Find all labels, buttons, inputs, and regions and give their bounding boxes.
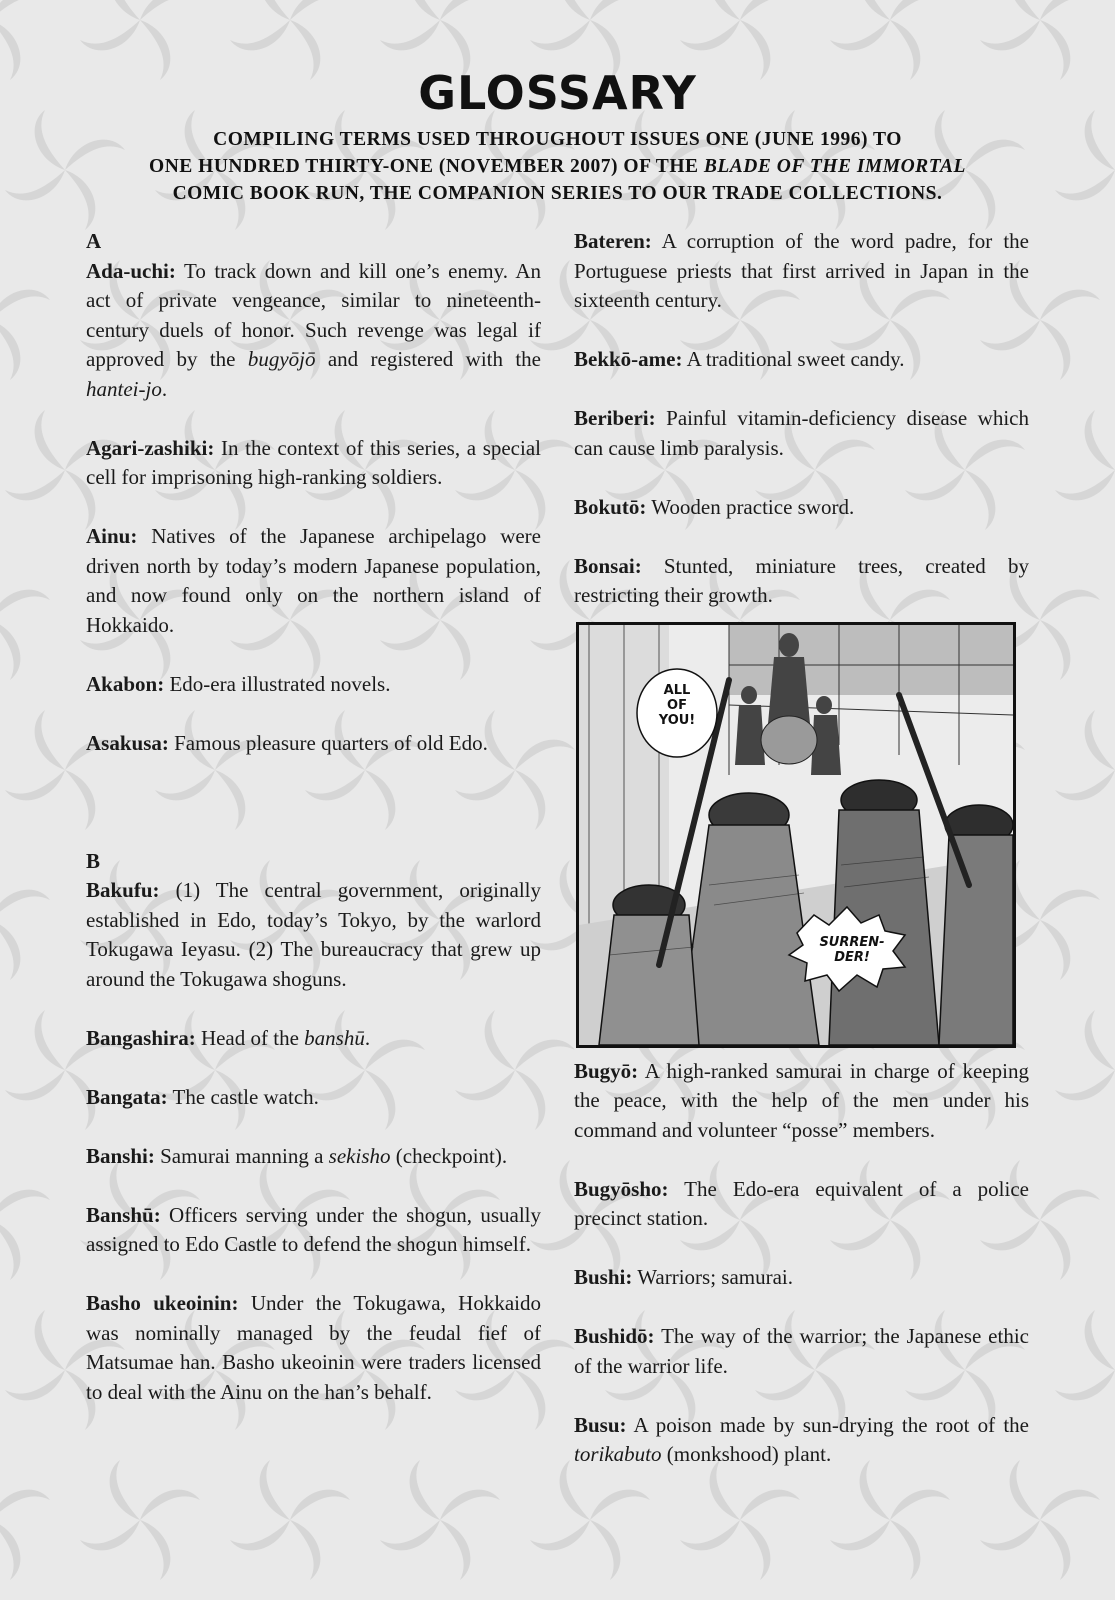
entry-definition: Edo-era illustrated novels. [164, 671, 391, 696]
section-letter-a: A [86, 229, 102, 253]
entry-basho-ukeoinin [86, 1289, 541, 1407]
entry-bonsai [574, 552, 1029, 611]
entry-term: Akabon: [86, 671, 165, 696]
entry-bokuto [574, 493, 1029, 523]
entry-bangata [86, 1083, 541, 1113]
entry-definition: and registered with the [315, 347, 541, 371]
bubble-line: YOU! [658, 713, 696, 728]
manga-panel-illustration [576, 622, 1016, 1048]
entry-bakufu [86, 876, 541, 994]
entry-bateren [574, 227, 1029, 316]
subtitle-line-2 [60, 153, 1055, 180]
entry-bangashira [86, 1024, 541, 1054]
entry-term: Beriberi: [574, 406, 656, 430]
entry-definition: Natives of the Japanese archipelago were driven north by today’s modern Japanese population, and now found only on the northern island of Hokkaido. [86, 524, 541, 637]
page-title: GLOSSARY [418, 66, 697, 120]
entry-term: Bekkō-ame: [574, 347, 683, 371]
page-subtitle [60, 126, 1055, 207]
entry-definition-italic: banshū [304, 1025, 365, 1050]
bubble-line: SURREN- [819, 935, 885, 950]
entry-bushido [574, 1322, 1029, 1381]
bubble-line: ALL [663, 683, 691, 698]
entry-term: Bonsai: [574, 553, 642, 578]
entry-definition: A traditional sweet candy. [682, 347, 905, 371]
entry-term: Bushidō: [574, 1324, 655, 1348]
series-title: BLADE OF THE IMMORTAL [703, 156, 966, 177]
entry-definition: Wooden practice sword. [646, 494, 855, 519]
entry-bushi [574, 1263, 1029, 1293]
entry-term: Bangata: [86, 1084, 168, 1109]
entry-term: Bakufu: [86, 878, 160, 902]
entry-definition: A high-ranked samurai in charge of keeping the peace, with the help of the men under his command and volunteer “posse” members. [574, 1058, 1029, 1142]
entry-term: Bugyōsho: [574, 1176, 669, 1201]
entry-definition-italic: torikabuto [574, 1442, 662, 1466]
entry-akabon [86, 670, 541, 700]
entry-term: Banshi: [86, 1143, 155, 1168]
subtitle-line-1: COMPILING TERMS USED THROUGHOUT ISSUES ONE (JUNE 1996) TO [213, 129, 902, 150]
subtitle-line-3: COMIC BOOK RUN, THE COMPANION SERIES TO OUR TRADE COLLECTIONS. [172, 183, 943, 204]
entry-banshu [86, 1201, 541, 1260]
entry-definition: A poison made by sun-drying the root of the [626, 1412, 1029, 1437]
entry-term: Ada-uchi: [86, 258, 176, 283]
entry-bugyo [574, 1057, 1029, 1146]
bubble-line: DER! [834, 950, 870, 965]
entry-beriberi [574, 404, 1029, 463]
entry-term: Bugyō: [574, 1058, 639, 1083]
entry-term: Basho ukeoinin: [86, 1291, 239, 1315]
entry-definition: Stunted, miniature trees, created by restricting their growth. [574, 553, 1029, 607]
entry-term: Bokutō: [574, 494, 647, 519]
entry-term: Busu: [574, 1412, 627, 1437]
entry-term: Banshū: [86, 1202, 161, 1227]
entry-definition: To track down and kill one’s enemy. An act of private vengeance, similar to nineteenth-century duels of honor. Such revenge was legal if approved by the [86, 258, 541, 371]
section-spacer [86, 788, 541, 847]
section-letter-b: B [86, 848, 101, 873]
entry-ada-uchi [86, 257, 541, 405]
entry-definition: Under the Tokugawa, Hokkaido was nominally managed by the feudal fief of Matsumae han. Basho ukeoinin were traders licensed to deal with the Ainu on the han’s behalf. [86, 1291, 541, 1404]
entry-term: Bateren: [574, 229, 652, 253]
entry-definition: Head of the [195, 1025, 305, 1050]
entry-definition: The way of the warrior; the Japanese ethic of the warrior life. [574, 1324, 1029, 1378]
bubble-line: OF [667, 698, 687, 713]
entry-definition: Samurai manning a [154, 1143, 329, 1168]
entry-agari-zashiki [86, 434, 541, 493]
entry-bekko-ame [574, 345, 1029, 375]
entry-definition-italic: bugyōjō [247, 347, 316, 371]
speech-bubble-surrender [807, 935, 897, 965]
entry-term: Bushi: [574, 1265, 633, 1289]
entry-definition: The castle watch. [167, 1084, 319, 1109]
entry-ainu [86, 522, 541, 640]
entry-asakusa [86, 729, 541, 759]
subtitle-line-2-text: ONE HUNDRED THIRTY-ONE (NOVEMBER 2007) OF THE [149, 156, 704, 177]
entry-definition: Famous pleasure quarters of old Edo. [168, 730, 488, 755]
manga-scene-drawing [579, 625, 1013, 1045]
entry-term: Ainu: [86, 524, 138, 548]
entry-definition: (monkshood) plant. [661, 1442, 832, 1466]
entry-term: Bangashira: [86, 1025, 196, 1050]
entry-definition: The Edo-era equivalent of a police precinct station. [574, 1176, 1029, 1230]
speech-bubble-all-of-you [651, 683, 703, 728]
entry-definition: A corruption of the word padre, for the Portuguese priests that first arrived in Japan in the sixteenth century. [574, 229, 1029, 312]
entry-definition-italic: sekisho [328, 1143, 391, 1168]
entry-definition: Painful vitamin-deficiency disease which can cause limb paralysis. [574, 406, 1029, 460]
entry-definition: (1) The central government, originally established in Edo, today’s Tokyo, by the warlord Tokugawa Ieyasu. (2) The bureaucracy that grew up around the Tokugawa shoguns. [86, 878, 541, 991]
entry-definition: (checkpoint). [390, 1143, 508, 1168]
entry-definition: Warriors; samurai. [632, 1265, 794, 1289]
entry-definition-italic: hantei-jo [86, 376, 162, 401]
entry-definition: . [364, 1025, 371, 1050]
left-column [86, 227, 541, 1437]
entry-term: Agari-zashiki: [86, 435, 215, 460]
entry-busu [574, 1411, 1029, 1470]
entry-definition: In the context of this series, a special cell for imprisoning high-ranking soldiers. [86, 435, 541, 489]
entry-bugyosho [574, 1175, 1029, 1234]
entry-definition: Officers serving under the shogun, usually assigned to Edo Castle to defend the shogun himself. [86, 1202, 541, 1256]
entry-definition: . [161, 376, 168, 401]
entry-banshi [86, 1142, 541, 1172]
entry-term: Asakusa: [86, 730, 169, 755]
